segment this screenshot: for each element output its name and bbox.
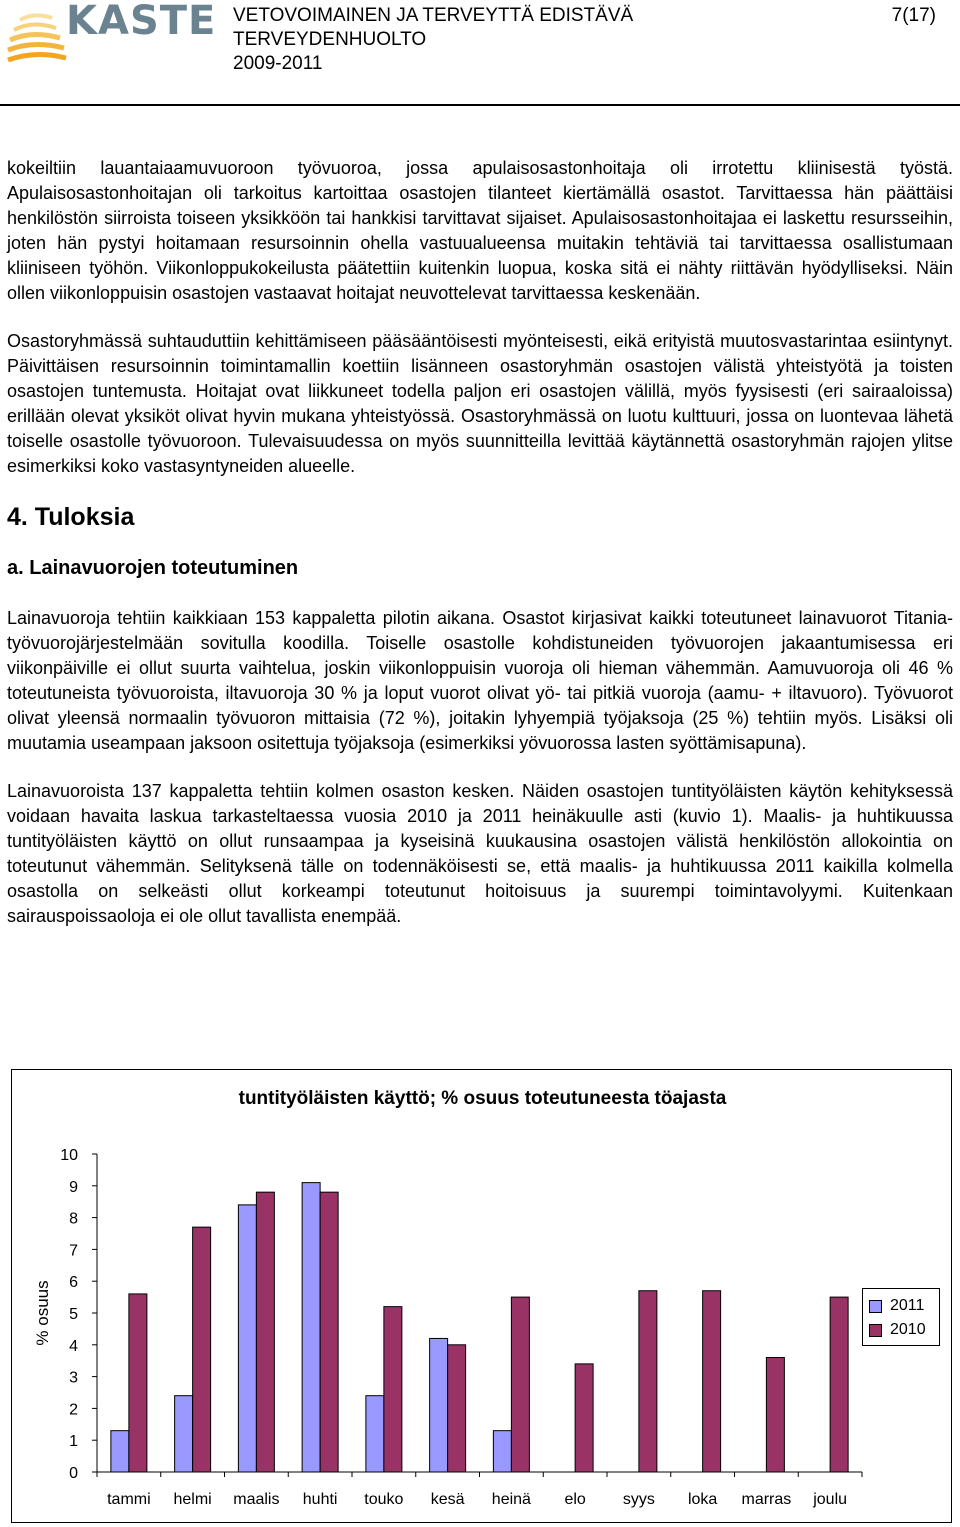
x-tick-label: syys: [622, 1491, 655, 1508]
chart-legend: [862, 1288, 940, 1346]
y-tick-label: 6: [69, 1274, 78, 1292]
title-line-1: VETOVOIMAINEN JA TERVEYTTÄ EDISTÄVÄ: [233, 5, 634, 26]
y-tick-label: 5: [69, 1306, 78, 1323]
x-tick-label: tammi: [107, 1491, 151, 1508]
bar-2010-heinä: [511, 1297, 529, 1472]
paragraph: Osastoryhmässä suhtauduttiin kehittämiseen pääsääntöisesti myönteisesti, eikä erityistä muutosvastarintaa esiintynyt. Päivittäisen resursoinnin toimintamallin koettiin lisänneen osastoryhmän osastojen välistä yhteistyötä ja toisten osastojen tuntemusta. Hoitajat ovat liikkuneet todella paljon eri osastojen välillä, myös fyysisesti (eri sairaaloissa) erillään olevat yksiköt olivat hyvin mukana yhteistyössä. Osastoryhmässä on luotu kulttuuri, jossa on luontevaa lähetä toiselle osastolle työvuoroon. Tulevaisuudessa on myös suunnitteilla levittää käytännettä osastoryhmän rajojen ylitse esimerkiksi koko vastasyntyneiden alueelle.: [7, 331, 953, 476]
bar-2010-elo: [575, 1364, 593, 1472]
bar-2010-maalis: [256, 1192, 274, 1472]
bar-2010-tammi: [129, 1294, 147, 1472]
subsection-heading: a. Lainavuorojen toteutuminen: [7, 557, 299, 579]
y-tick-label: 10: [60, 1147, 78, 1164]
bar-2011-heinä: [493, 1431, 511, 1472]
legend-item-2010: [869, 1321, 926, 1339]
paragraph: kokeiltiin lauantaiaamuvuoroon työvuoroa, jossa apulaisosastonhoitaja oli irrotettu kliinisestä työstä. Apulaisosastonhoitajan oli tarkoitus kartoittaa osastojen tilanteet kiertämällä osastot. Tarvittaessa hän päättäisi henkilöstön siirroista toiseen yksikköön tai hankkisi tarvittavat sijaiset. Apulaisosastonhoitajaa ei laskettu resursseihin, joten hän pystyi hoitamaan resursoinnin ohella vastuualueensa muitakin tehtäviä tai tarvittaessa osallistumaan kliiniseen työhön. Viikonloppukokeilusta päätettiin kuitenkin luopua, koska sitä ei nähty riittävän hyödylliseksi. Näin ollen viikonloppuisin osastojen vastaavat hoitajat neuvottelevat tarvittaessa keskenään.: [7, 158, 953, 303]
y-tick-label: 4: [69, 1337, 78, 1355]
y-tick-label: 1: [69, 1433, 78, 1451]
legend-label: 2010: [890, 1321, 926, 1338]
x-tick-label: huhti: [302, 1491, 338, 1508]
bar-2010-joulu: [830, 1297, 848, 1472]
bar-2011-kesä: [430, 1338, 448, 1472]
x-tick-label: joulu: [813, 1491, 848, 1508]
bar-2010-kesä: [448, 1345, 466, 1472]
x-tick-label: helmi: [173, 1491, 212, 1508]
chart-title: tuntityöläisten käyttö; % osuus toteutuneesta töajasta: [238, 1088, 727, 1109]
legend-label: 2011: [890, 1297, 925, 1314]
bar-2011-tammi: [111, 1431, 129, 1472]
y-tick-label: 2: [69, 1401, 78, 1419]
bar-2010-syys: [639, 1291, 657, 1472]
x-tick-label: maalis: [233, 1491, 280, 1508]
x-tick-label: heinä: [491, 1491, 531, 1508]
y-tick-label: 3: [69, 1369, 78, 1387]
bar-2010-touko: [384, 1307, 402, 1472]
bar-2011-helmi: [175, 1396, 193, 1472]
x-tick-label: loka: [687, 1491, 718, 1508]
legend-swatch: [869, 1324, 882, 1337]
y-tick-label: 9: [69, 1178, 78, 1196]
bar-2011-huhti: [302, 1183, 320, 1472]
title-line-3: 2009-2011: [233, 53, 323, 74]
bar-2010-huhti: [320, 1192, 338, 1472]
bar-2010-helmi: [193, 1227, 211, 1472]
bar-2011-touko: [366, 1396, 384, 1472]
paragraph: Lainavuoroista 137 kappaletta tehtiin kolmen osaston kesken. Näiden osastojen tuntityöläisten käytön kehityksessä voidaan havaita laskua tarkasteltaessa vuosia 2010 ja 2011 heinäkuulle asti (kuvio 1). Maalis- ja huhtikuussa tuntityöläisten käyttö on ollut runsaampaa ja kyseisinä kuukausina osastojen välistä henkilöstön allokointia on toteutunut vähemmän. Selityksenä tälle on todennäköisesti se, että maalis- ja huhtikuussa 2011 kaikilla kolmella osastolla on selkeästi ollut korkeampi toteutunut hoitoisuus ja suurempi toimintavolyymi. Kuitenkaan sairauspoissaoloja ei ole ollut tavallista enempää.: [7, 781, 953, 926]
y-tick-label: 8: [69, 1210, 78, 1228]
paragraph: Lainavuoroja tehtiin kaikkiaan 153 kappaletta pilotin aikana. Osastot kirjasivat kaikki toteutuneet lainavuorot Titania-työvuorojärjestelmään sovitulla koodilla. Toiselle osastolle kohdistuneiden työvuorojen jakaantumisessa eri viikonpäiville ei ollut suurta vaihtelua, joskin viikonloppuisin vuoroja oli hieman vähemmän. Aamuvuoroja oli 46 % toteutuneista työvuoroista, iltavuoroja 30 % ja loput vuorot olivat yö- tai pitkiä vuoroja (aamu- + iltavuoro). Työvuorot olivat yleensä normaalin työvuoron mittaisia (72 %), joitakin lyhyempiä työjaksoja (25 %) tehtiin myös. Lisäksi oli muutamia useampaan jaksoon ositettuja työjaksoja (esimerkiksi yövuorossa lasten syöttämisapuna).: [7, 608, 953, 753]
legend-item-2011: [869, 1297, 924, 1315]
x-tick-label: marras: [741, 1491, 792, 1508]
section-heading: 4. Tuloksia: [7, 503, 135, 531]
bar-2010-marras: [766, 1358, 784, 1472]
page-number: 7(17): [891, 5, 936, 26]
x-tick-label: kesä: [430, 1491, 465, 1508]
y-tick-label: 0: [69, 1465, 78, 1482]
logo-text: KASTE: [66, 0, 217, 44]
y-tick-label: 7: [69, 1242, 78, 1260]
bar-2010-loka: [703, 1291, 721, 1472]
bar-2011-maalis: [238, 1205, 256, 1472]
x-tick-label: elo: [564, 1491, 586, 1508]
legend-swatch: [869, 1300, 882, 1313]
x-tick-label: touko: [364, 1491, 404, 1508]
y-axis-label: % osuus: [33, 1280, 52, 1346]
title-line-2: TERVEYDENHUOLTO: [233, 29, 427, 50]
